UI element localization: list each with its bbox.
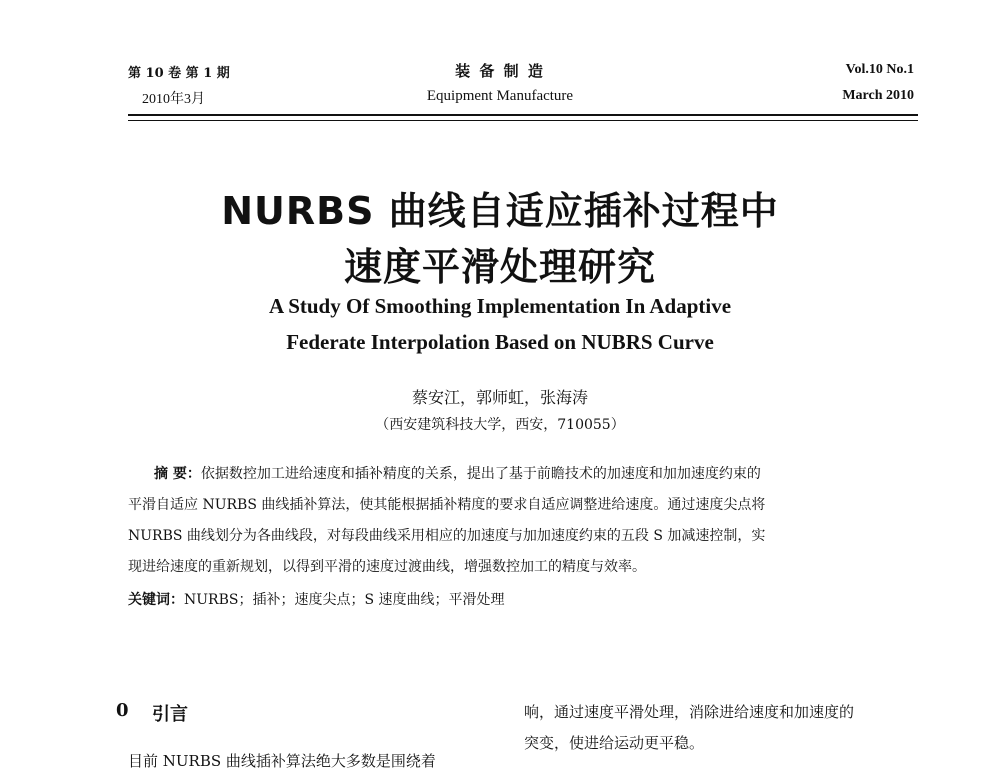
- abstract-line-4: 现进给速度的重新规划，以得到平滑的速度过渡曲线，增强数控加工的精度与效率。: [128, 559, 646, 575]
- title-zh-line-1: NURBS 曲线自适应插补过程中: [221, 189, 779, 233]
- right-column-line-1: 响，通过速度平滑处理，消除进给速度和加速度的: [524, 703, 855, 721]
- abstract-text-1: 依据数控加工进给速度和插补精度的关系，提出了基于前瞻技术的加速度和加加速度约束的: [200, 466, 761, 482]
- abstract-label: 摘 要：: [154, 466, 201, 482]
- left-column-partial-line: 目前 NURBS 曲线插补算法绝大多数是围绕着: [128, 752, 436, 770]
- title-en-line-1: A Study Of Smoothing Implementation In Adaptive: [268, 294, 732, 318]
- header-rule-thin: [128, 120, 918, 121]
- keywords-label: 关键词：: [128, 592, 184, 608]
- right-column-line-2: 突变，使进给运动更平稳。: [524, 734, 705, 752]
- header-rule-thick: [128, 114, 918, 116]
- publication-date-en: March 2010: [842, 88, 914, 103]
- keywords-text: NURBS；插补；速度尖点；S 速度曲线；平滑处理: [184, 592, 505, 608]
- abstract-line-3: NURBS 曲线划分为各曲线段，对每段曲线采用相应的加速度与加加速度约束的五段 S 加减速控制，实: [128, 528, 766, 544]
- abstract-line-2: 平滑自适应 NURBS 曲线插补算法，使其能根据插补精度的要求自适应调整进给速度。通过速度尖点将: [128, 497, 766, 513]
- keywords: [128, 589, 505, 609]
- journal-name-en: Equipment Manufacture: [426, 88, 574, 104]
- section-title: 引言: [152, 704, 188, 725]
- affiliation: （西安建筑科技大学，西安，710055）: [375, 417, 625, 433]
- authors: 蔡安江，郭师虹，张海涛: [411, 388, 588, 407]
- volume-en: Vol.10 No.1: [845, 62, 914, 77]
- journal-name-cn: 装 备 制 造: [455, 62, 545, 80]
- abstract-line-1: [154, 463, 761, 483]
- title-en-line-2: Federate Interpolation Based on NUBRS Curve: [286, 330, 714, 354]
- publication-date-cn: 2010年3月: [142, 92, 205, 107]
- volume-issue: 第 10 卷 第 1 期: [128, 66, 230, 81]
- title-zh-line-2: 速度平滑处理研究: [343, 245, 656, 289]
- section-number: 0: [116, 700, 129, 721]
